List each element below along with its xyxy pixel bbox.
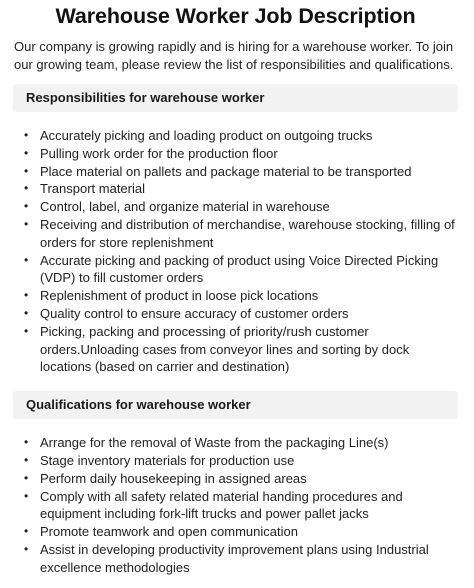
list-item [24,434,458,452]
bullet-icon: • [24,199,29,214]
list-item-text: Pulling work order for the production floor [40,145,278,161]
list-item-text: Promote teamwork and open communication [40,524,298,540]
list-item [24,180,458,198]
bullet-icon: • [24,305,29,320]
list-item [24,163,458,181]
bullet-icon: • [24,252,29,267]
list-item [24,252,458,288]
intro-paragraph: Our company is growing rapidly and is hiring for a warehouse worker. To join our growing team, please review the list of responsibilities and qualifications. [14,39,454,72]
list-item [24,145,458,163]
list-item [24,470,458,488]
bullet-icon: • [24,216,29,231]
list-item-text: Comply with all safety related material handing procedures and equipment including fork-lift trucks and power pallet jacks [40,488,403,522]
page-title: Warehouse Worker Job Description [55,4,416,28]
list-item [24,287,458,305]
list-item [24,488,458,524]
qualifications-list [13,434,458,576]
bullet-icon: • [24,470,29,485]
bullet-icon: • [24,323,29,338]
bullet-icon: • [24,288,29,303]
list-item-text: Stage inventory materials for production use [40,452,295,468]
list-item [24,541,458,577]
list-item [24,216,458,252]
list-item-text: Accurate picking and packing of product using Voice Directed Picking (VDP) to fill customer orders [40,252,439,286]
bullet-icon: • [24,524,29,539]
bullet-icon: • [24,435,29,450]
list-item-text: Place material on pallets and package material to be transported [40,163,412,179]
responsibilities-heading: Responsibilities for warehouse worker [13,84,458,112]
bullet-icon: • [24,163,29,178]
list-item-text: Accurately picking and loading product on outgoing trucks [40,128,373,143]
list-item [24,305,458,323]
list-item-text: Transport material [40,181,145,197]
list-item-text: Quality control to ensure accuracy of customer orders [40,305,349,321]
list-item-text: Picking, packing and processing of priority/rush customer orders.Unloading cases from conveyor lines and sorting by dock locations (based on carrier and destination) [40,323,410,375]
list-item [24,523,458,541]
list-item-text: Arrange for the removal of Waste from the packaging Line(s) [40,435,389,451]
bullet-icon: • [24,145,29,160]
list-item-text: Receiving and distribution of merchandise, warehouse stocking, filling of orders for store replenishment [40,216,455,250]
list-item [24,452,458,470]
bullet-icon: • [24,181,29,196]
list-item-text: Control, label, and organize material in warehouse [40,199,330,215]
list-item-text: Assist in developing productivity improvement plans using Industrial excellence methodologies [40,541,429,575]
list-item [24,323,458,376]
bullet-icon: • [24,452,29,467]
responsibilities-list [13,127,458,376]
list-item-text: Perform daily housekeeping in assigned areas [40,470,307,486]
list-item [24,127,458,145]
bullet-icon: • [24,488,29,503]
qualifications-heading: Qualifications for warehouse worker [13,391,458,419]
bullet-icon: • [24,128,29,142]
list-item-text: Replenishment of product in loose pick locations [40,288,319,304]
bullet-icon: • [24,541,29,556]
list-item [24,198,458,216]
